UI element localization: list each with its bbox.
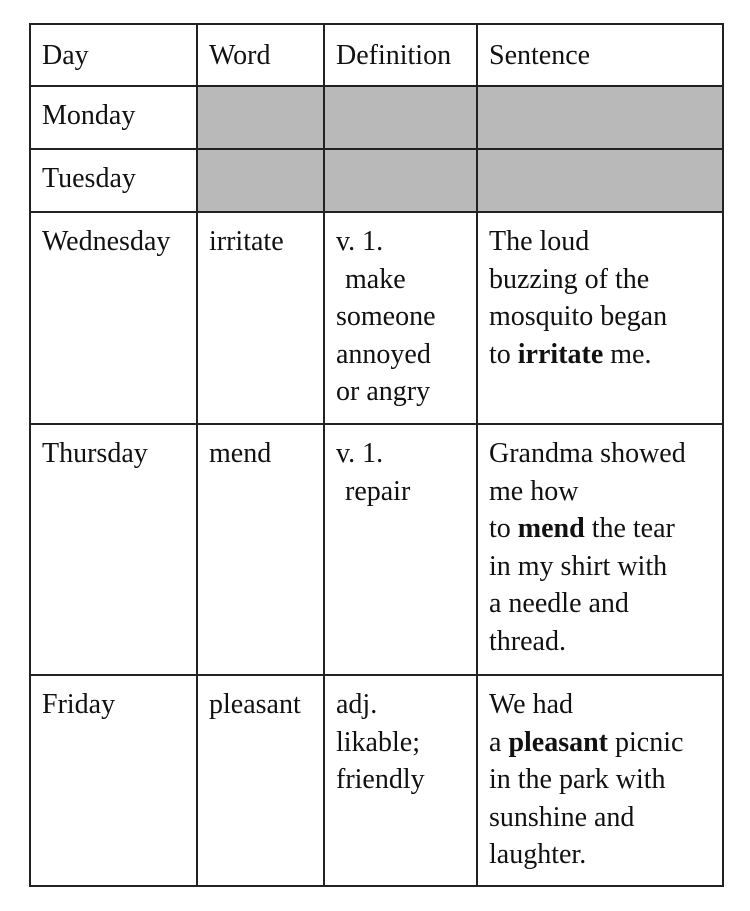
sentence-line xyxy=(489,510,712,548)
sentence-text: to xyxy=(489,338,518,370)
table-row-monday xyxy=(30,86,723,149)
sentence-line: Grandma showed xyxy=(489,438,686,469)
table-row-wednesday xyxy=(30,212,723,424)
header-definition: Definition xyxy=(324,24,477,86)
sentence-text: picnic xyxy=(608,726,684,758)
sentence-text: me. xyxy=(603,338,652,370)
vocabulary-word-bold: irritate xyxy=(517,338,604,370)
definition-cell xyxy=(324,424,477,675)
word-cell: irritate xyxy=(197,212,324,424)
day-cell: Monday xyxy=(30,86,197,149)
definition-line: make xyxy=(345,263,406,295)
sentence-line xyxy=(489,724,712,762)
word-cell: pleasant xyxy=(197,675,324,886)
sentence-line: The loud xyxy=(489,226,590,257)
definition-line: likable; xyxy=(336,726,420,758)
definition-line: someone xyxy=(336,301,436,332)
definition-cell-blank xyxy=(324,86,477,149)
table-row-tuesday xyxy=(30,149,723,212)
table-row-thursday xyxy=(30,424,723,675)
definition-line: adj. xyxy=(336,689,378,720)
sentence-cell xyxy=(477,675,723,886)
word-cell: mend xyxy=(197,424,324,675)
day-cell: Wednesday xyxy=(30,212,197,424)
vocabulary-table xyxy=(29,23,724,887)
sentence-cell xyxy=(477,212,723,424)
sentence-line: a needle and xyxy=(489,588,629,619)
definition-line: friendly xyxy=(336,764,425,795)
sentence-line: in my shirt with xyxy=(489,550,668,582)
sentence-line: me how xyxy=(489,475,579,507)
sentence-line: thread. xyxy=(489,625,566,657)
header-word: Word xyxy=(197,24,324,86)
header-day: Day xyxy=(30,24,197,86)
vocabulary-word-bold: mend xyxy=(517,513,585,544)
sentence-text: the tear xyxy=(584,513,675,544)
definition-line: v. 1. xyxy=(336,438,384,469)
header-row xyxy=(30,24,723,86)
day-cell: Tuesday xyxy=(30,149,197,212)
definition-cell xyxy=(324,675,477,886)
vocabulary-word-bold: pleasant xyxy=(508,726,609,758)
sentence-cell-blank xyxy=(477,86,723,149)
definition-line: or angry xyxy=(336,376,431,407)
definition-cell-blank xyxy=(324,149,477,212)
sentence-line: mosquito began xyxy=(489,301,668,332)
definition-line: repair xyxy=(345,475,411,507)
sentence-text: a xyxy=(489,726,509,758)
sentence-line: sunshine and xyxy=(489,801,635,833)
header-sentence: Sentence xyxy=(477,24,723,86)
word-cell-blank xyxy=(197,149,324,212)
sentence-line: buzzing of the xyxy=(489,263,650,295)
sentence-line: laughter. xyxy=(489,839,587,870)
table-row-friday xyxy=(30,675,723,886)
word-cell-blank xyxy=(197,86,324,149)
definition-line: v. 1. xyxy=(336,226,384,257)
definition-line: annoyed xyxy=(336,338,431,370)
day-cell: Thursday xyxy=(30,424,197,675)
sentence-cell xyxy=(477,424,723,675)
sentence-text: to xyxy=(489,513,518,544)
day-cell: Friday xyxy=(30,675,197,886)
definition-cell xyxy=(324,212,477,424)
sentence-line: We had xyxy=(489,689,574,720)
sentence-line xyxy=(489,336,712,374)
sentence-cell-blank xyxy=(477,149,723,212)
sentence-line: in the park with xyxy=(489,764,666,795)
